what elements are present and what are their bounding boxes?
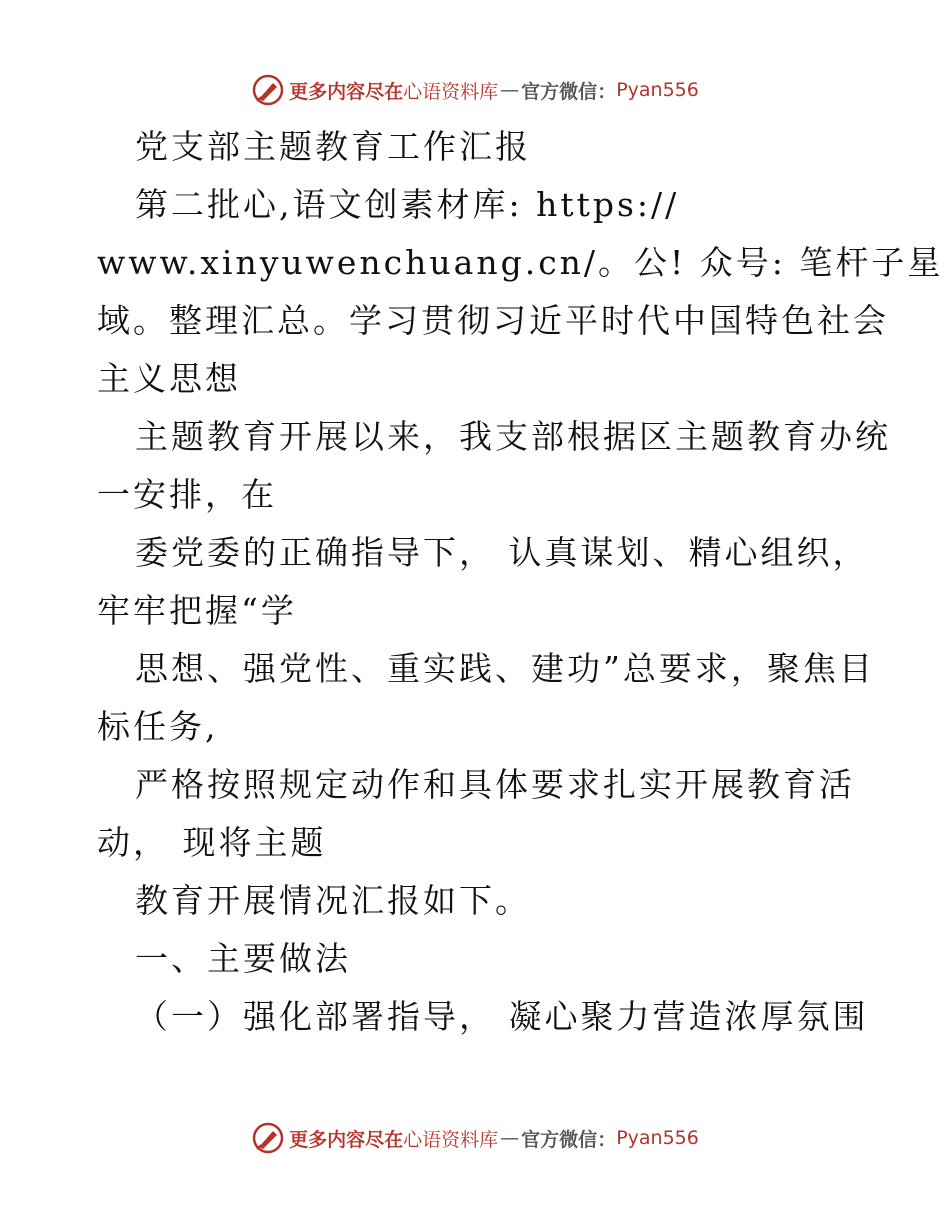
text-line: 主题教育开展以来，我支部根据区主题教育办统: [135, 417, 891, 456]
text-line: 思想、强党性、重实践、建功”总要求，聚焦目: [135, 649, 875, 688]
text-line: 域。整理汇总。学习贯彻习近平时代中国特色社会: [97, 301, 889, 340]
header-text-1: 更多内容尽在: [289, 80, 404, 103]
footer-text-2: 心语资料库: [403, 1128, 499, 1151]
text-line: 牢牢把握“学: [97, 591, 297, 630]
text-line: 动， 现将主题: [97, 823, 327, 862]
footer-text-1: 更多内容尽在: [289, 1128, 404, 1151]
footer-text-3: 官方微信: [521, 1128, 598, 1151]
footer-wechat-id: Pyan556: [616, 1127, 699, 1149]
pen-logo-icon: [251, 73, 285, 107]
header-text-3: 官方微信: [521, 80, 598, 103]
document-body: [97, 118, 944, 1046]
footer-dash: —: [500, 1127, 520, 1149]
text-line: 第二批心,语文创素材库: https://: [135, 185, 680, 224]
doc-title: 党支部主题教育工作汇报: [135, 127, 531, 166]
header-colon: ：: [597, 80, 617, 103]
header-dash: —: [500, 79, 520, 101]
text-line: 教育开展情况汇报如下。: [135, 881, 531, 920]
header-watermark: [0, 72, 950, 108]
header-text-2: 心语资料库: [403, 80, 499, 103]
text-line: 主义思想: [97, 359, 241, 398]
text-line: 严格按照规定动作和具体要求扎实开展教育活: [135, 765, 855, 804]
footer-watermark: [0, 1120, 950, 1156]
text-line: 委党委的正确指导下， 认真谋划、精心组织，: [135, 533, 869, 572]
text-line: 标任务,: [97, 707, 219, 746]
footer-colon: ：: [597, 1128, 617, 1151]
section-heading: 一、主要做法: [135, 939, 351, 978]
pen-logo-icon: [251, 1121, 285, 1155]
text-line: www.xinyuwenchuang.cn/。公! 众号: 笔杆子星: [97, 243, 944, 282]
header-wechat-id: Pyan556: [616, 79, 699, 101]
subsection-heading: （一）强化部署指导， 凝心聚力营造浓厚氛围: [135, 997, 869, 1036]
text-line: 一安排，在: [97, 475, 277, 514]
